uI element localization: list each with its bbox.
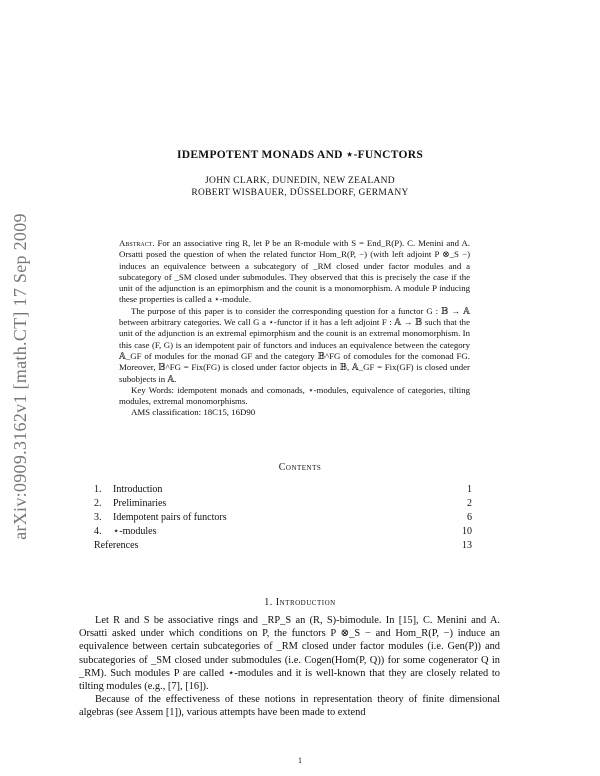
toc-page: 2 bbox=[467, 498, 472, 509]
toc-page: 6 bbox=[467, 512, 472, 523]
body-paragraph: Let R and S be associative rings and _RP_S an (R, S)-bimodule. In [15], C. Menini and A. Orsatti asked under which conditions on P, the functors P ⊗_S − and Hom_R(P, −) induce an equivalence between certain subcategories of _RM closed under factor modules (i.e. Gen(P)) and subcategories of _SM closed under submodules (i.e. Cogen(Hom(P, Q)) for some cogenerator Q in _RM). Such modules P are called ⋆-modules and it is well-known that they are closely related to tilting modules (e.g., [7], [16]). bbox=[79, 615, 500, 693]
toc-label: Introduction bbox=[113, 484, 163, 495]
toc-entry[interactable] bbox=[94, 539, 472, 553]
toc-number: 2. bbox=[94, 498, 102, 509]
abstract-text: For an associative ring R, let P be an R-module with S = End_R(P). C. Menini and A. Orsatti posed the question of when the related functor Hom_R(P, −) (with left adjoint P ⊗_S −) induces an equivalence between a subcategory of _RM closed under factor modules and a subcategory of _SM closed under submodules. They observed that this is precisely the case if the unit of the adjunction is an epimorphism and the counit is a monomorphism. A module P inducing these properties is called a ⋆-module. bbox=[119, 238, 471, 305]
toc-entry[interactable] bbox=[94, 525, 472, 539]
toc-label: Idempotent pairs of functors bbox=[113, 512, 227, 523]
toc-label: Preliminaries bbox=[113, 498, 167, 509]
abstract-label: Abstract. bbox=[119, 238, 155, 248]
section-heading: 1. Introduction bbox=[264, 597, 336, 608]
toc-page: 13 bbox=[462, 540, 472, 551]
introduction-body bbox=[79, 614, 500, 720]
toc-entry[interactable] bbox=[94, 483, 472, 497]
toc-page: 10 bbox=[462, 526, 472, 537]
toc-entry[interactable] bbox=[94, 497, 472, 511]
toc-number: 4. bbox=[94, 526, 102, 537]
key-words: Key Words: idempotent monads and comonads, ⋆-modules, equivalence of categories, tilting modules, extremal monomorphisms. bbox=[119, 384, 470, 407]
paper-title: IDEMPOTENT MONADS AND ⋆-FUNCTORS bbox=[176, 149, 424, 161]
body-paragraph: Because of the effectiveness of these notions in representation theory of finite dimensional algebras (see Assem [1]), various attempts have been made to extend bbox=[79, 694, 500, 719]
author-line: JOHN CLARK, DUNEDIN, NEW ZEALAND bbox=[205, 176, 395, 186]
author-line: ROBERT WISBAUER, DÜSSELDORF, GERMANY bbox=[191, 187, 409, 198]
abstract bbox=[119, 238, 470, 419]
toc-page: 1 bbox=[467, 484, 472, 495]
toc-number: 3. bbox=[94, 512, 102, 523]
table-of-contents bbox=[94, 483, 472, 553]
abstract-paragraph bbox=[119, 238, 470, 306]
ams-classification: AMS classification: 18C15, 16D90 bbox=[131, 407, 256, 418]
toc-label: References bbox=[94, 540, 139, 551]
arxiv-identifier: arXiv:0909.3162v1 [math.CT] 17 Sep 2009 bbox=[9, 212, 30, 540]
toc-entry[interactable] bbox=[94, 511, 472, 525]
toc-label: ⋆-modules bbox=[113, 526, 157, 537]
contents-heading: Contents bbox=[278, 462, 322, 473]
toc-number: 1. bbox=[94, 484, 102, 495]
page-number: 1 bbox=[298, 756, 302, 765]
author-block bbox=[0, 176, 600, 199]
abstract-paragraph: The purpose of this paper is to consider the corresponding question for a functor G : 𝔹 → 𝔸 between arbitrary categories. We call G a ⋆-functor if it has a left adjoint F : 𝔸 → 𝔹 such that the unit of the adjunction is an extremal epimorphism and the counit is an extremal monomorphism. In this case (F, G) is an idempotent pair of functors and induces an equivalence between the category 𝔸_GF of modules for the monad GF and the category 𝔹^FG of comodules for the comonad FG. Moreover, 𝔹^FG = Fix(FG) is closed under factor objects in 𝔹, 𝔸_GF = Fix(GF) is closed under subobjects in 𝔸. bbox=[119, 305, 470, 384]
